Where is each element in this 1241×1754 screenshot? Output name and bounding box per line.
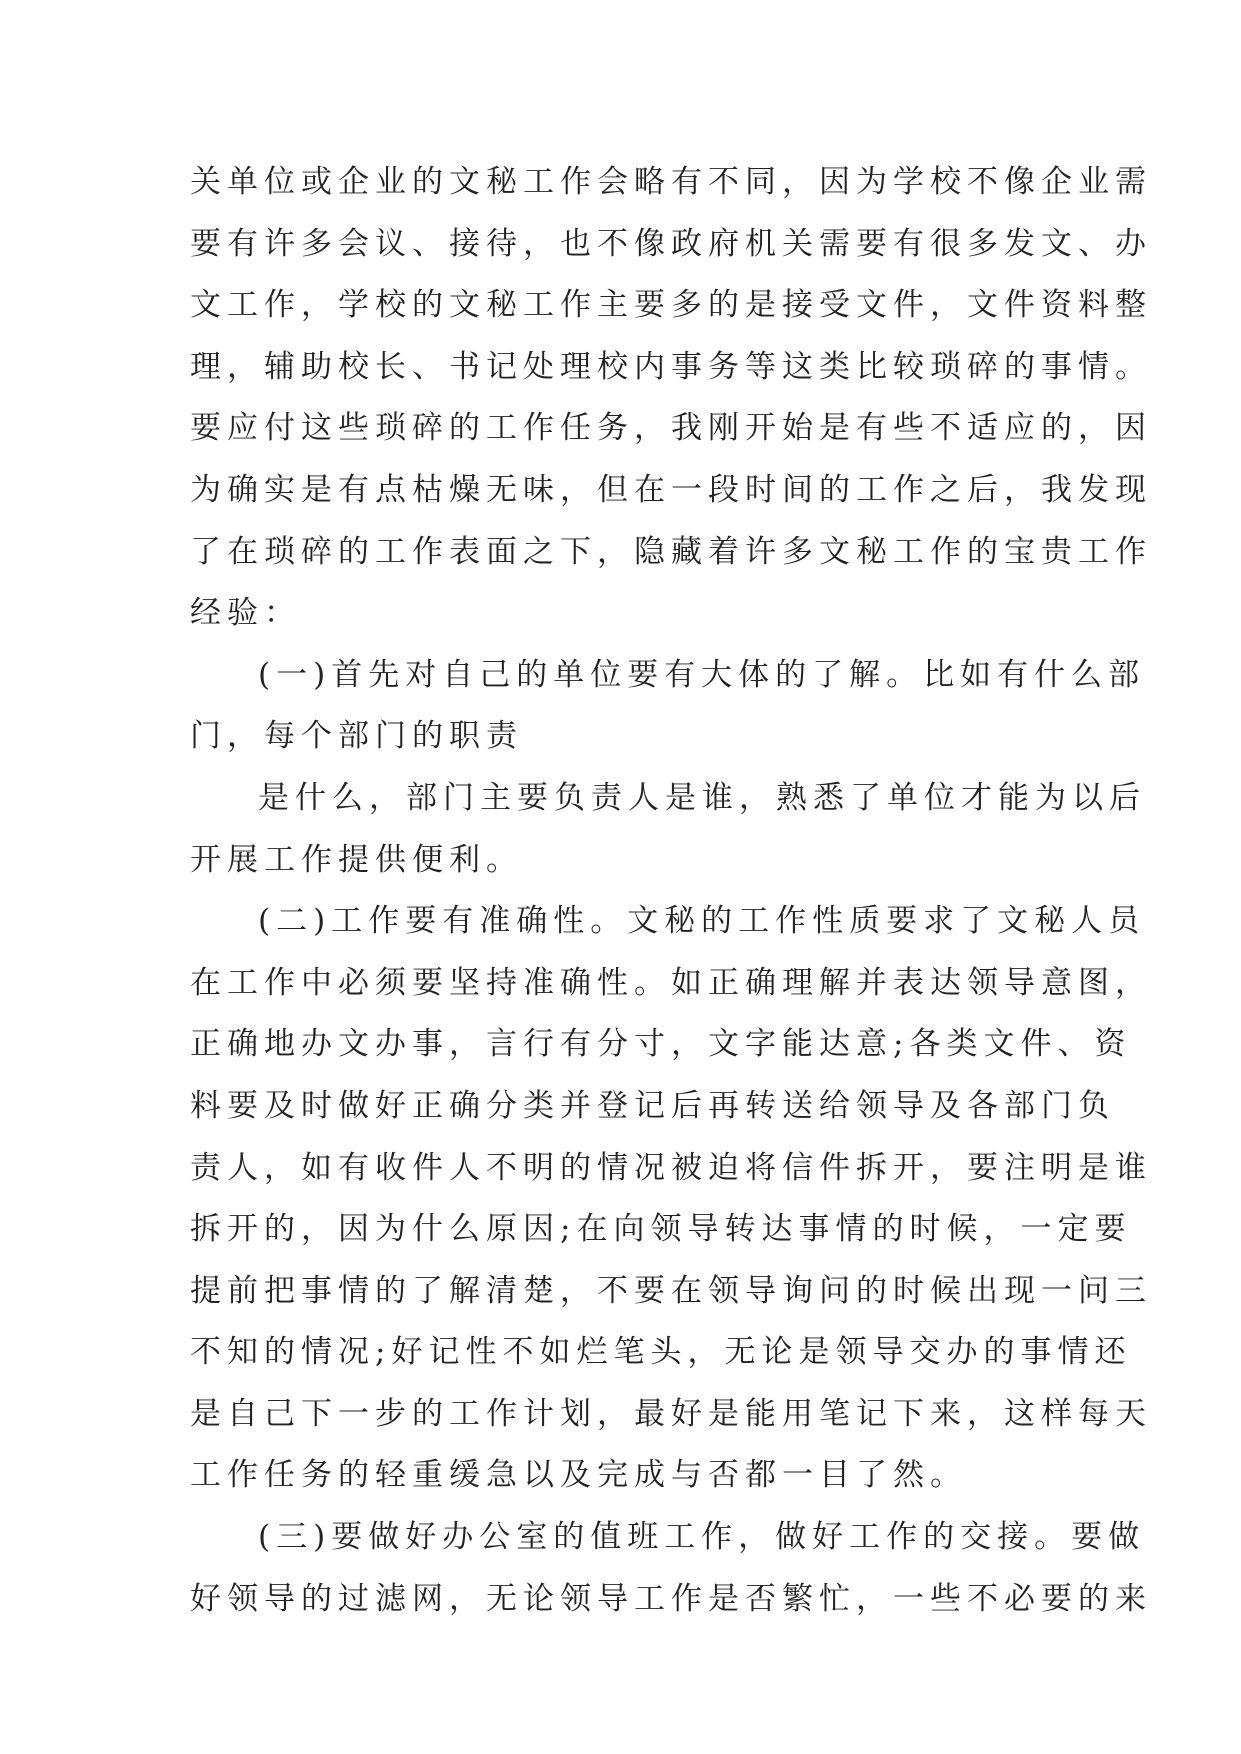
text-line: 要有许多会议、接待，也不像政府机关需要有很多发文、办 — [190, 225, 1152, 262]
text-line: 在工作中必须要坚持准确性。如正确理解并表达领导意图， — [190, 964, 1152, 1001]
document-body — [190, 152, 1152, 1630]
text-line: 正确地办文办事，言行有分寸，文字能达意;各类文件、资 — [190, 1026, 1132, 1063]
text-line: 责人，如有收件人不明的情况被迫将信件拆开，要注明是谁 — [190, 1149, 1152, 1186]
text-line: 不知的情况;好记性不如烂笔头，无论是领导交办的事情还 — [190, 1334, 1132, 1371]
text-line: 工作任务的轻重缓急以及完成与否都一目了然。 — [190, 1457, 967, 1494]
text-line: 开展工作提供便利。 — [190, 841, 523, 878]
text-line: 提前把事情的了解清楚，不要在领导询问的时候出现一问三 — [190, 1272, 1152, 1309]
text-line: 为确实是有点枯燥无味，但在一段时间的工作之后，我发现 — [190, 471, 1152, 508]
text-line: (二)工作要有准确性。文秘的工作性质要求了文秘人员 — [258, 903, 1146, 940]
text-line: 经验： — [190, 595, 301, 632]
text-line: 文工作，学校的文秘工作主要多的是接受文件，文件资料整 — [190, 287, 1152, 324]
text-line: 好领导的过滤网，无论领导工作是否繁忙，一些不必要的来 — [190, 1580, 1152, 1617]
text-line: 是什么，部门主要负责人是谁，熟悉了单位才能为以后 — [258, 779, 1146, 816]
text-line: 门，每个部门的职责 — [190, 718, 523, 755]
text-line: 关单位或企业的文秘工作会略有不同，因为学校不像企业需 — [190, 164, 1152, 200]
text-line: 要应付这些琐碎的工作任务，我刚开始是有些不适应的，因 — [190, 410, 1152, 447]
text-line: 理，辅助校长、书记处理校内事务等这类比较琐碎的事情。 — [190, 348, 1152, 385]
text-line: 了在琐碎的工作表面之下，隐藏着许多文秘工作的宝贵工作 — [190, 533, 1152, 570]
text-line: 料要及时做好正确分类并登记后再转送给领导及各部门负 — [190, 1087, 1115, 1124]
text-line: 是自己下一步的工作计划，最好是能用笔记下来，这样每天 — [190, 1395, 1152, 1432]
text-line: (一)首先对自己的单位要有大体的了解。比如有什么部 — [258, 656, 1146, 693]
text-line: 拆开的，因为什么原因;在向领导转达事情的时候，一定要 — [190, 1211, 1132, 1248]
text-line: (三)要做好办公室的值班工作，做好工作的交接。要做 — [258, 1519, 1146, 1556]
